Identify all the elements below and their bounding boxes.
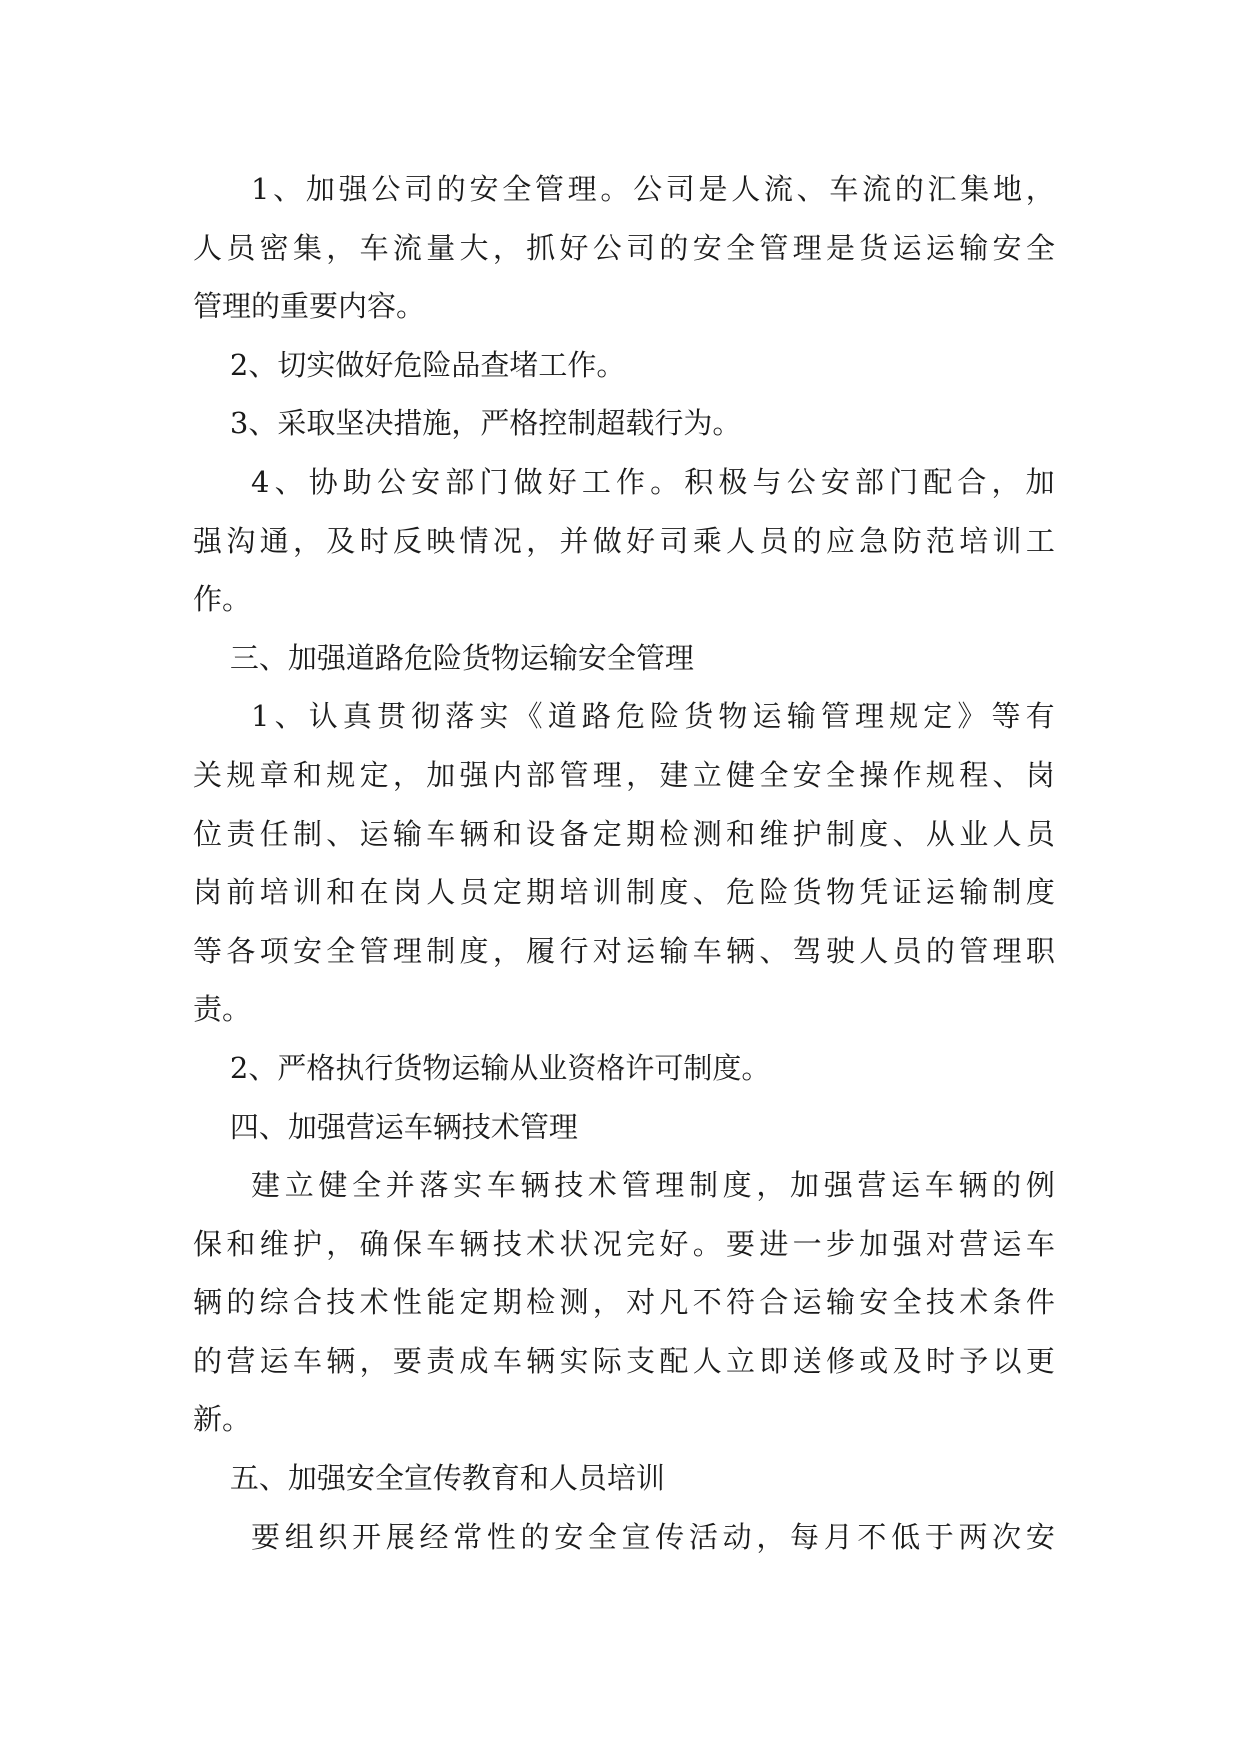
text-line: 2、严格执行货物运输从业资格许可制度。 — [193, 1050, 771, 1085]
text-line: 责。 — [193, 992, 252, 1027]
text-line: 3、采取坚决措施，严格控制超载行为。 — [193, 406, 742, 441]
text-line: 岗 前 培 训 和 在 岗 人 员 定 期 培 训 制 度 、 危 险 货 物 凭 证 运 输 制 度 — [193, 875, 1055, 910]
text-line: 人 员 密 集 ， 车 流 量 大 ， 抓 好 公 司 的 安 全 管 理 是 货 运 运 输 安 全 — [193, 230, 1055, 265]
text-line: 管理的重要内容。 — [193, 289, 426, 324]
text-line: 1 、 认 真 贯 彻 落 实 《 道 路 危 险 货 物 运 输 管 理 规 定 》 等 有 — [251, 699, 1055, 734]
text-line: 四、加强营运车辆技术管理 — [193, 1109, 578, 1144]
text-line: 辆 的 综 合 技 术 性 能 定 期 检 测 ， 对 凡 不 符 合 运 输 安 全 技 术 条 件 — [193, 1285, 1055, 1320]
text-line: 位 责 任 制 、 运 输 车 辆 和 设 备 定 期 检 测 和 维 护 制 度 、 从 业 人 员 — [193, 816, 1055, 851]
text-line: 建 立 健 全 并 落 实 车 辆 技 术 管 理 制 度 ， 加 强 营 运 车 辆 的 例 — [251, 1168, 1055, 1203]
text-line: 的 营 运 车 辆 ， 要 责 成 车 辆 实 际 支 配 人 立 即 送 修 或 及 时 予 以 更 — [193, 1343, 1055, 1378]
text-line: 关 规 章 和 规 定 ， 加 强 内 部 管 理 ， 建 立 健 全 安 全 操 作 规 程 、 岗 — [193, 757, 1055, 792]
text-line: 三、加强道路危险货物运输安全管理 — [193, 640, 694, 675]
text-line: 等 各 项 安 全 管 理 制 度 ， 履 行 对 运 输 车 辆 、 驾 驶 人 员 的 管 理 职 — [193, 933, 1055, 968]
text-line: 要 组 织 开 展 经 常 性 的 安 全 宣 传 活 动 ， 每 月 不 低 于 两 次 安 — [251, 1519, 1055, 1554]
text-line: 保 和 维 护 ， 确 保 车 辆 技 术 状 况 完 好 。 要 进 一 步 加 强 对 营 运 车 — [193, 1226, 1055, 1261]
text-line: 1 、 加 强 公 司 的 安 全 管 理 。 公 司 是 人 流 、 车 流 的 汇 集 地 ， — [251, 172, 1055, 206]
document-body — [193, 160, 1055, 1566]
text-line: 强 沟 通 ， 及 时 反 映 情 况 ， 并 做 好 司 乘 人 员 的 应 急 防 范 培 训 工 — [193, 523, 1055, 558]
text-line: 2、切实做好危险品查堵工作。 — [193, 347, 626, 382]
text-line: 作。 — [193, 582, 252, 617]
text-line: 新。 — [193, 1402, 252, 1437]
text-line: 五、加强安全宣传教育和人员培训 — [193, 1461, 665, 1496]
text-line: 4 、 协 助 公 安 部 门 做 好 工 作 。 积 极 与 公 安 部 门 配 合 ， 加 — [251, 464, 1055, 499]
